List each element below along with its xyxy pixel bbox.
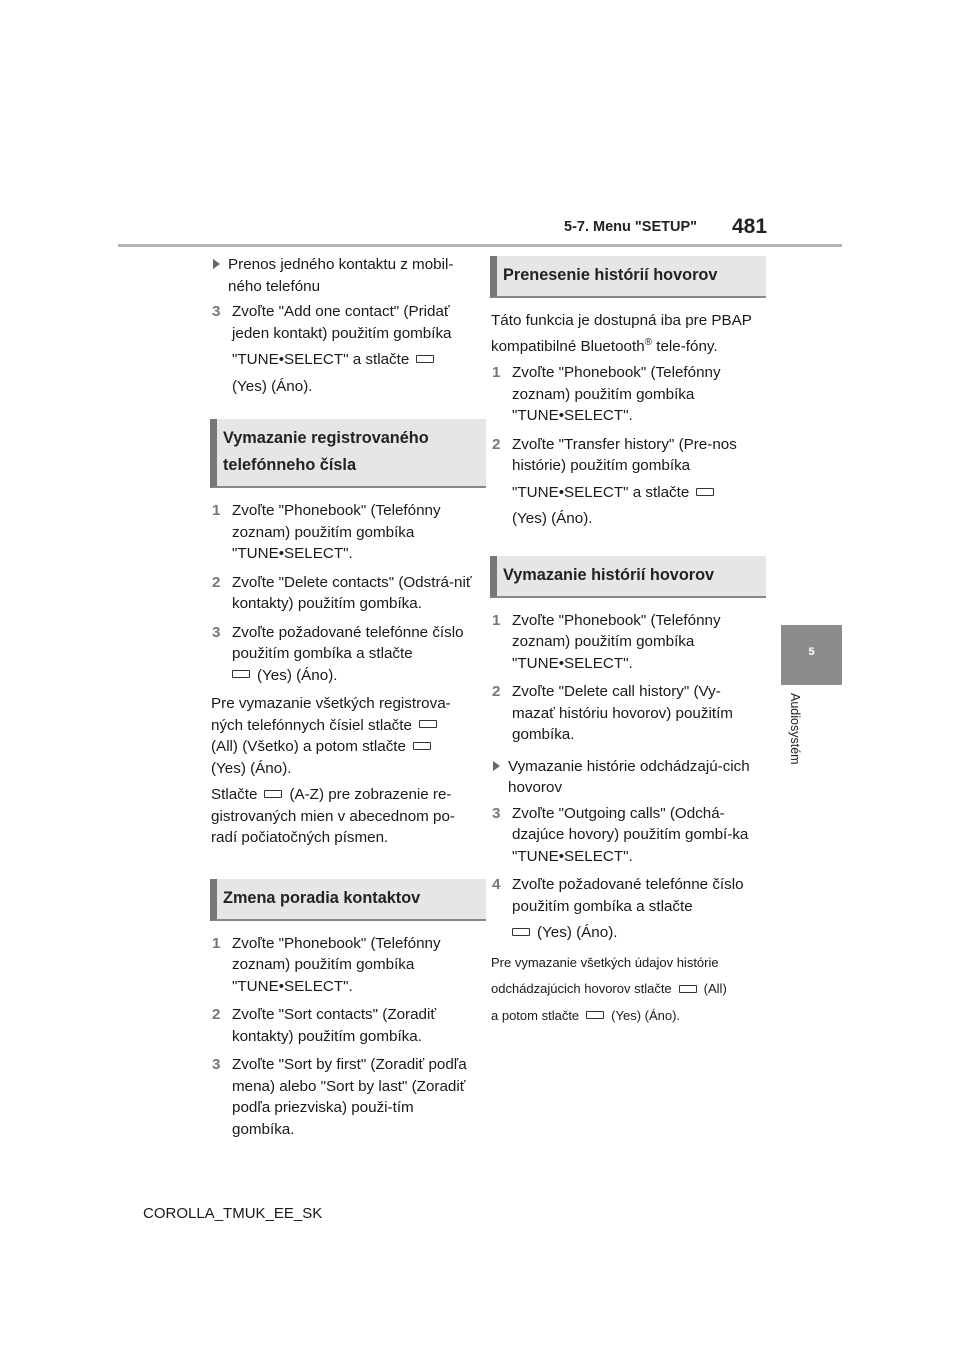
step-number: 3 bbox=[212, 1056, 221, 1073]
screen-button-icon bbox=[264, 790, 282, 798]
step-number: 3 bbox=[212, 303, 221, 320]
left-column bbox=[211, 254, 473, 1147]
screen-button-icon bbox=[232, 670, 250, 678]
note-line: odchádzajúcich hovorov stlačte (All) bbox=[491, 981, 727, 997]
section-heading: Prenesenie histórií hovorov bbox=[490, 256, 766, 298]
step-item: 2 Zvoľte "Delete contacts" (Odstrá-niť kontakty) použitím gombíka. bbox=[212, 573, 472, 612]
step-item: 2 Zvoľte "Delete call history" (Vy-mazať históriu hovorov) použitím gombíka. bbox=[492, 683, 733, 744]
chapter-tab-label: Audiosystém bbox=[788, 693, 802, 765]
step-item: 3 Zvoľte požadované telefónne číslo použitím gombíka a stlačte (Yes) (Áno). bbox=[212, 623, 464, 684]
note-line: a potom stlačte (Yes) (Áno). bbox=[491, 1007, 681, 1023]
step-item: 2 Zvoľte "Transfer history" (Pre-nos histórie) použitím gombíka "TUNE•SELECT" a stlačte (Yes) (Áno). bbox=[492, 435, 737, 528]
step-number: 1 bbox=[212, 934, 221, 952]
screen-button-icon bbox=[416, 355, 434, 363]
step-item: 1 Zvoľte "Phonebook" (Telefónny zoznam) použitím gombíka "TUNE•SELECT". bbox=[212, 934, 441, 995]
step-item: 4 Zvoľte požadované telefónne číslo použitím gombíka a stlačte (Yes) (Áno). bbox=[492, 876, 744, 942]
step-number: 1 bbox=[492, 364, 501, 382]
section-title: 5-7. Menu "SETUP" bbox=[564, 219, 697, 235]
section-heading: Zmena poradia kontaktov bbox=[210, 879, 486, 921]
step-number: 4 bbox=[492, 876, 501, 894]
section-heading: Vymazanie registrovaného telefónneho čísla bbox=[210, 419, 486, 488]
right-column bbox=[491, 254, 753, 1030]
step-number: 2 bbox=[212, 573, 221, 591]
screen-button-icon bbox=[679, 985, 697, 993]
triangle-bullet-icon bbox=[213, 259, 220, 269]
step-number: 2 bbox=[492, 683, 501, 701]
step-number: 1 bbox=[212, 502, 221, 519]
triangle-bullet-icon bbox=[493, 761, 500, 771]
screen-button-icon bbox=[413, 742, 431, 750]
bullet-item: Vymazanie histórie odchádzajú-cich hovorov bbox=[491, 756, 753, 799]
page-number: 481 bbox=[732, 215, 768, 238]
header-rule bbox=[118, 244, 842, 247]
chapter-tab-number: 5 bbox=[808, 646, 815, 658]
step-item: 1 Zvoľte "Phonebook" (Telefónny zoznam) použitím gombíka "TUNE•SELECT". bbox=[212, 502, 441, 562]
screen-button-icon bbox=[512, 928, 530, 936]
step-item: 1 Zvoľte "Phonebook" (Telefónny zoznam) použitím gombíka "TUNE•SELECT". bbox=[492, 364, 721, 425]
step-number: 1 bbox=[492, 611, 501, 629]
bullet-item: Prenos jedného kontaktu z mobil-ného telefónu bbox=[211, 254, 473, 297]
paragraph: Stlačte (A-Z) pre zobrazenie re-gistrovaných mien v abecednom po-radí počiatočných písmen. bbox=[211, 786, 455, 846]
paragraph: Pre vymazanie všetkých registrova-ných telefónnych čísiel stlačte (All) (Všetko) a potom stlačte (Yes) (Áno). bbox=[211, 695, 451, 777]
step-number: 2 bbox=[492, 435, 501, 453]
step-number: 2 bbox=[212, 1006, 221, 1023]
screen-button-icon bbox=[419, 720, 437, 728]
screen-button-icon bbox=[586, 1011, 604, 1019]
note-line: Pre vymazanie všetkých údajov histórie bbox=[491, 954, 719, 970]
step-item: 1 Zvoľte "Phonebook" (Telefónny zoznam) použitím gombíka "TUNE•SELECT". bbox=[492, 611, 721, 672]
paragraph: Táto funkcia je dostupná iba pre PBAP kompatibilné Bluetooth® tele-fóny. bbox=[491, 312, 752, 355]
document-code: COROLLA_TMUK_EE_SK bbox=[143, 1205, 323, 1222]
step-number: 3 bbox=[212, 623, 221, 641]
screen-button-icon bbox=[696, 488, 714, 496]
step-item: 2 Zvoľte "Sort contacts" (Zoradiť kontakty) použitím gombíka. bbox=[212, 1006, 437, 1045]
step-number: 3 bbox=[492, 804, 501, 822]
section-heading: Vymazanie histórií hovorov bbox=[490, 556, 766, 598]
step-item: 3 Zvoľte "Outgoing calls" (Odchá-dzajúce hovory) použitím gombí-ka "TUNE•SELECT". bbox=[492, 804, 749, 865]
step-item: 3 Zvoľte "Add one contact" (Pridať jeden kontakt) použitím gombíka "TUNE•SELECT" a stlačte (Yes) (Áno). bbox=[212, 303, 452, 395]
step-item: 3 Zvoľte "Sort by first" (Zoradiť podľa mena) alebo "Sort by last" (Zoradiť podľa priezviska) použi-tím gombíka. bbox=[212, 1056, 467, 1138]
